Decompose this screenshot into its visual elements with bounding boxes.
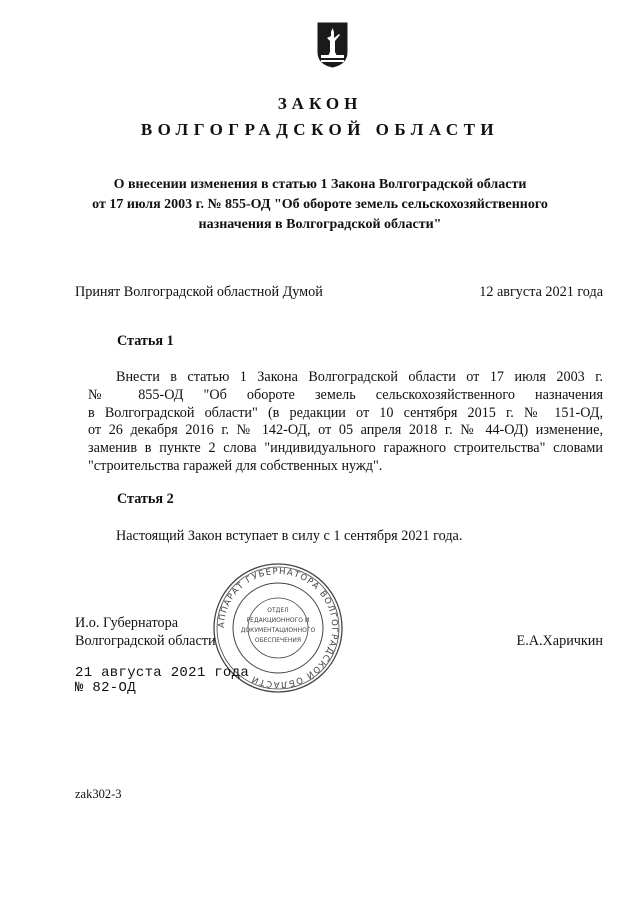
article-1-line: № 855-ОД "Об обороте земель сельскохозяйственного назначения — [88, 386, 603, 403]
stamp-line-1: ОТДЕЛ — [267, 607, 289, 614]
title-line-2: от 17 июля 2003 г. № 855-ОД "Об обороте земель сельскохозяйственного — [92, 197, 548, 212]
article-1-line: Внести в статью 1 Закона Волгоградской области от 17 июля 2003 г. — [116, 369, 603, 385]
stamp-line-3: ДОКУМЕНТАЦИОННОГО — [240, 627, 316, 634]
article-2-heading: Статья 2 — [117, 491, 174, 507]
stamp-line-2: РЕДАКЦИОННОГО И — [246, 617, 310, 624]
signatory-name: Е.А.Харичкин — [516, 633, 603, 649]
title-line-3: назначения в Волгоградской области" — [198, 217, 442, 232]
registration-date: 21 августа 2021 года — [75, 665, 250, 681]
article-1-line: от 26 декабря 2016 г. № 142-ОД, от 05 апреля 2018 г. № 44-ОД) изменение, — [88, 422, 603, 439]
article-1-line: в Волгоградской области" (в редакции от 10 сентября 2015 г. № 151-ОД, — [88, 404, 603, 421]
article-2-body: Настоящий Закон вступает в силу с 1 сентября 2021 года. — [116, 528, 463, 544]
signatory-position-line-2: Волгоградской области — [75, 633, 216, 649]
stamp-line-4: ОБЕСПЕЧЕНИЯ — [254, 637, 302, 644]
article-1-heading: Статья 1 — [117, 333, 174, 349]
stamp-ring-text: АППАРАТ ГУБЕРНАТОРА ВОЛГОГРАДСКОЙ ОБЛАСТИ — [216, 566, 340, 690]
adopted-by: Принят Волгоградской областной Думой — [75, 284, 323, 300]
article-1-line: "строительства гаражей для собственных нужд". — [88, 457, 383, 474]
article-1-body — [88, 369, 603, 476]
document-code: zak302-3 — [75, 787, 122, 801]
region-heading: ВОЛГОГРАДСКОЙ ОБЛАСТИ — [140, 120, 500, 139]
registration-number: № 82-ОД — [75, 680, 136, 696]
coat-of-arms-emblem — [317, 22, 348, 68]
document-type-heading: ЗАКОН — [277, 94, 363, 113]
adoption-date: 12 августа 2021 года — [479, 284, 603, 300]
article-1-line: заменив в пункте 2 слова "индивидуального гаражного строительства" словами — [88, 440, 603, 457]
title-line-1: О внесении изменения в статью 1 Закона Волгоградской области — [113, 177, 527, 192]
signatory-position-line-1: И.о. Губернатора — [75, 615, 178, 631]
